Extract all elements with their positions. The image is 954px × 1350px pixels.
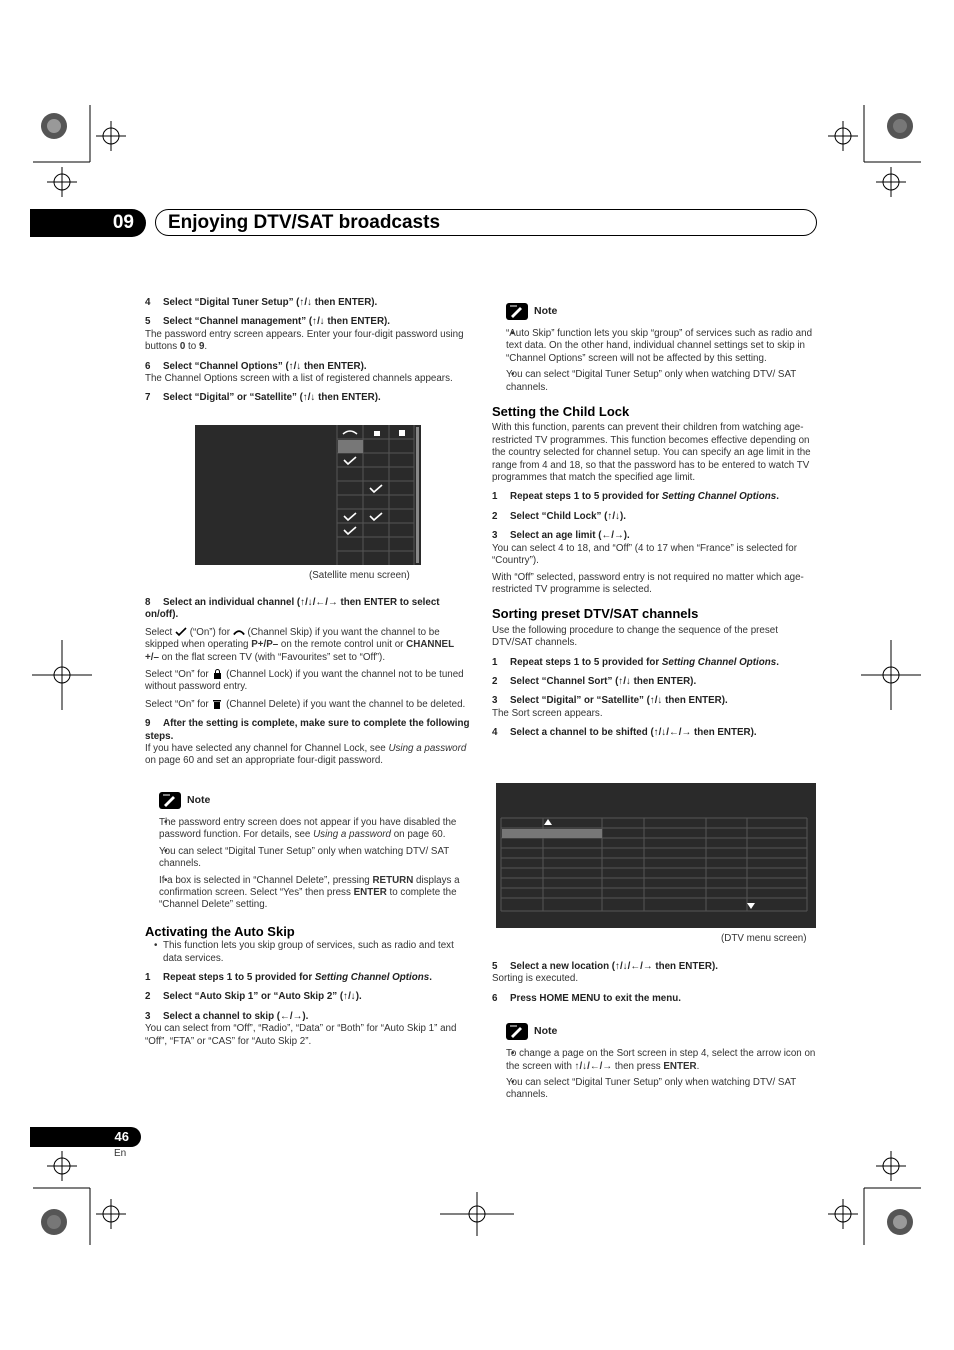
note-2: Note • To change a page on the Sort screen in step 4, select the arrow icon on the screen with ↑/↓/←/→ then press ENTER. • You can select “Digital Tuner Setup” only when watching DTV/ SAT channels.	[492, 1023, 817, 1102]
sort-body: Use the following procedure to change the sequence of the preset DTV/SAT channels.	[492, 624, 778, 649]
step-6: 6 Select “Channel Options” (↑/↓ then ENTER).	[145, 360, 367, 372]
step-5-body: The password entry screen appears. Enter your four-digit password using buttons 0 to 9.	[145, 328, 464, 353]
note-0-item-2: • You can select “Digital Tuner Setup” only when watching DTV/ SAT channels.	[502, 369, 817, 394]
sort-step-5: 5 Select a new location (↑/↓/←/→ then ENTER).	[492, 961, 718, 972]
child-lock-body: With this function, parents can prevent their children from watching age-restricted TV programmes. This function becomes effective depending on the country selected for channel setup. You can specify an age limit in the range from 4 and 18, so that the password has to be entered to watch TV programmes that match the specified age limit.	[492, 422, 811, 484]
note-1: Note • The password entry screen does not appear if you have disabled the password function. For details, see Using a password on page 60. • You can select “Digital Tuner Setup” only when watching DTV/ SAT channels. • If a box is selected in “Channel Delete”, pressing RETURN displays a confirmation screen. Select “Yes” then press ENTER to complete the “Channel Delete” setting.	[145, 792, 470, 912]
step-8-p3: Select “On” for (Channel Delete) if you want the channel to be deleted.	[145, 698, 466, 710]
dtv-sort-screen	[496, 783, 816, 928]
note-1-item-1: • The password entry screen does not appear if you have disabled the password function. For details, see Using a password on page 60.	[155, 817, 470, 842]
child-step-2: 2 Select “Child Lock” (↑/↓).	[492, 510, 626, 522]
left-column	[145, 297, 470, 405]
note-1-item-2: • You can select “Digital Tuner Setup” only when watching DTV/ SAT channels.	[155, 846, 470, 871]
sort-heading: Sorting preset DTV/SAT channels	[492, 606, 699, 622]
note-icon	[159, 792, 181, 809]
step-8-p2: Select “On” for (Channel Lock) if you want the channel not to be tuned without password entry.	[145, 669, 464, 693]
child-step-3: 3 Select an age limit (←/→).	[492, 530, 630, 542]
child-step-3-body-2: With “Off” selected, password entry is not required no matter which age-restricted TV programme is selected.	[492, 571, 804, 595]
step-9-body: If you have selected any channel for Channel Lock, see Using a password on page 60 and set an appropriate four-digit password.	[145, 743, 467, 767]
note-0-item-1: • “Auto Skip” function lets you skip “group” of services such as radio and text data. On the other hand, individual channel settings set to skip in “Channel Options” screen will not be affected by this setting.	[502, 328, 817, 365]
check-icon	[175, 627, 187, 637]
note-icon	[506, 1023, 528, 1040]
dtv-caption: (DTV menu screen)	[721, 933, 807, 944]
left-column-lower	[145, 597, 470, 1048]
right-column	[492, 303, 817, 740]
sort-step-1: 1 Repeat steps 1 to 5 provided for Setting Channel Options.	[492, 656, 779, 668]
sort-step-3-body: The Sort screen appears.	[492, 707, 603, 719]
sort-step-4: 4 Select a channel to be shifted (↑/↓/←/→ then ENTER).	[492, 727, 757, 739]
note-1-item-3: • If a box is selected in “Channel Delete”, pressing RETURN displays a confirmation screen. Select “Yes” then press ENTER to complete the “Channel Delete” setting.	[155, 875, 470, 912]
child-step-3-body-1: You can select 4 to 18, and “Off” (4 to 17 when “France” is selected for “Country”).	[492, 542, 797, 567]
satellite-menu-screen	[195, 425, 421, 565]
sort-grid	[496, 783, 816, 928]
step-9: 9 After the setting is complete, make sure to complete the following steps.	[145, 718, 470, 742]
child-lock-heading: Setting the Child Lock	[492, 404, 630, 420]
auto-skip-heading: Activating the Auto Skip	[145, 923, 295, 939]
auto-step-2: 2 Select “Auto Skip 1” or “Auto Skip 2” (↑/↓).	[145, 991, 362, 1003]
channel-grid	[195, 425, 421, 565]
channel-skip-icon	[233, 627, 245, 637]
language-code: En	[114, 1148, 127, 1159]
chapter-number: 09	[30, 209, 146, 237]
right-column-lower	[492, 961, 817, 1102]
note-icon	[506, 303, 528, 320]
auto-step-3-body: You can select from “Off”, “Radio”, “Data” or “Both” for “Auto Skip 1” and “Off”, “FTA” or “CAS” for “Auto Skip 2”.	[145, 1023, 457, 1047]
step-4: 4 Select “Digital Tuner Setup” (↑/↓ then ENTER).	[145, 297, 378, 308]
lock-icon	[211, 669, 223, 679]
sort-step-6: 6 Press HOME MENU to exit the menu.	[492, 992, 681, 1004]
note-2-item-1: • To change a page on the Sort screen in step 4, select the arrow icon on the screen with ↑/↓/←/→ then press ENTER.	[502, 1048, 817, 1073]
child-step-1: 1 Repeat steps 1 to 5 provided for Setting Channel Options.	[492, 491, 779, 503]
auto-step-1: 1 Repeat steps 1 to 5 provided for Setting Channel Options.	[145, 971, 432, 983]
satellite-caption: (Satellite menu screen)	[309, 570, 410, 581]
note-0: Note • “Auto Skip” function lets you skip “group” of services such as radio and text data. On the other hand, individual channel settings set to skip in “Channel Options” screen will not be affected by this setting. • You can select “Digital Tuner Setup” only when watching DTV/ SAT channels.	[492, 303, 817, 394]
auto-skip-bullet: • This function lets you skip group of services, such as radio and text data services.	[145, 940, 470, 965]
trash-icon	[211, 699, 223, 709]
page-number: 46	[30, 1127, 141, 1147]
sort-step-3: 3 Select “Digital” or “Satellite” (↑/↓ then ENTER).	[492, 695, 728, 707]
note-2-item-2: • You can select “Digital Tuner Setup” only when watching DTV/ SAT channels.	[502, 1077, 817, 1102]
sort-step-2: 2 Select “Channel Sort” (↑/↓ then ENTER).	[492, 675, 697, 687]
step-7: 7 Select “Digital” or “Satellite” (↑/↓ then ENTER).	[145, 392, 381, 404]
step-5: 5 Select “Channel management” (↑/↓ then ENTER).	[145, 316, 390, 328]
step-6-body: The Channel Options screen with a list of registered channels appears.	[145, 373, 453, 385]
chapter-title: Enjoying DTV/SAT broadcasts	[155, 209, 817, 236]
sort-step-5-body: Sorting is executed.	[492, 973, 579, 985]
step-8: 8 Select an individual channel (↑/↓/←/→ then ENTER to select on/off).	[145, 597, 440, 621]
step-8-p1: Select (“On”) for (Channel Skip) if you want the channel to be skipped when operating P+/P– on the remote control unit or CHANNEL +/– on the flat screen TV (with “Favourites” set to “Off”).	[145, 626, 454, 663]
auto-step-3: 3 Select a channel to skip (←/→).	[145, 1010, 309, 1022]
